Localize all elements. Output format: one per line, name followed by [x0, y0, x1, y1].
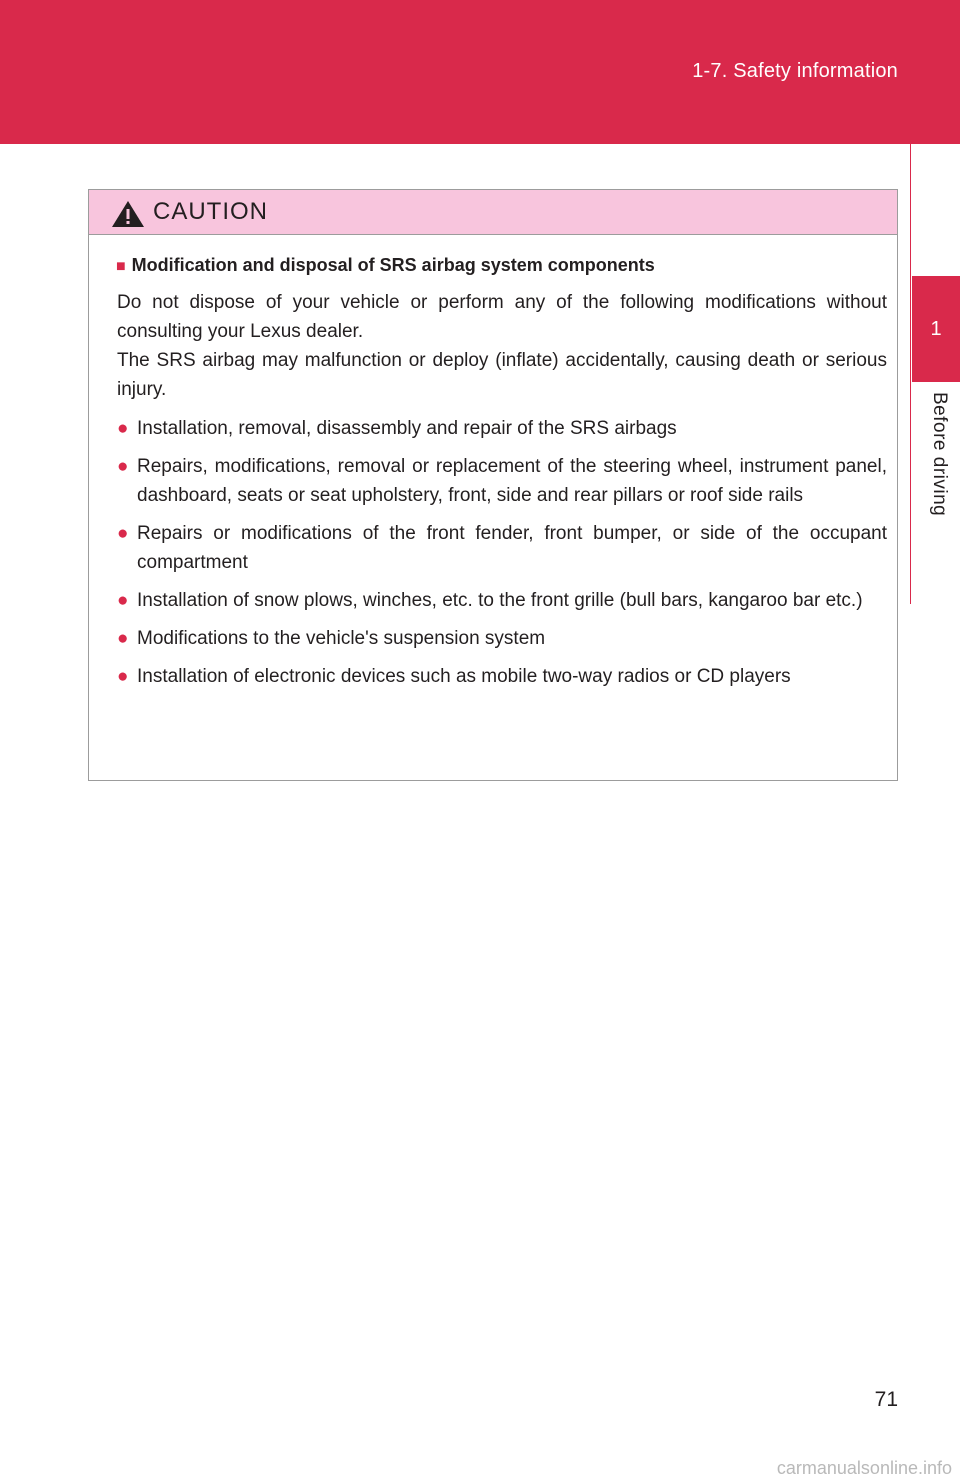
- bullet-dot-icon: ●: [117, 456, 129, 477]
- chapter-number: 1: [930, 317, 942, 340]
- caution-subheading: [116, 255, 887, 276]
- warning-triangle-icon: [111, 200, 145, 228]
- chapter-tab: [912, 276, 960, 382]
- page-number: 71: [874, 1388, 898, 1411]
- modification-list: [117, 414, 887, 691]
- chapter-label: Before driving: [929, 392, 950, 517]
- bullet-dot-icon: ●: [117, 418, 129, 439]
- list-item: ● Modifications to the vehicle's suspension system: [117, 624, 887, 653]
- caution-paragraph-2: The SRS airbag may malfunction or deploy (inflate) accidentally, causing death or serious injury.: [117, 350, 887, 400]
- watermark: carmanualsonline.info: [776, 1458, 952, 1478]
- caution-body: [89, 235, 897, 691]
- caution-paragraph-1: Do not dispose of your vehicle or perform any of the following modifications without consulting your Lexus dealer.: [117, 292, 887, 342]
- caution-title: CAUTION: [153, 198, 268, 225]
- bullet-dot-icon: ●: [117, 590, 129, 611]
- caution-header: [89, 190, 897, 235]
- list-item: ● Installation of electronic devices such as mobile two-way radios or CD players: [117, 662, 887, 691]
- subheading-text: Modification and disposal of SRS airbag system components: [131, 255, 655, 275]
- side-rule: [910, 144, 911, 604]
- list-item: ● Installation of snow plows, winches, etc. to the front grille (bull bars, kangaroo bar etc.): [117, 586, 887, 615]
- bullet-dot-icon: ●: [117, 628, 129, 649]
- square-bullet-icon: ■: [116, 258, 126, 275]
- section-title: 1-7. Safety information: [692, 60, 898, 82]
- bullet-dot-icon: ●: [117, 666, 129, 687]
- list-item: ● Repairs or modifications of the front fender, front bumper, or side of the occupant compartment: [117, 519, 887, 577]
- caution-box: [88, 189, 898, 781]
- list-item: ● Repairs, modifications, removal or replacement of the steering wheel, instrument panel, dashboard, seats or seat upholstery, front, side and rear pillars or roof side rails: [117, 452, 887, 510]
- list-item: ● Installation, removal, disassembly and repair of the SRS airbags: [117, 414, 887, 443]
- bullet-dot-icon: ●: [117, 523, 129, 544]
